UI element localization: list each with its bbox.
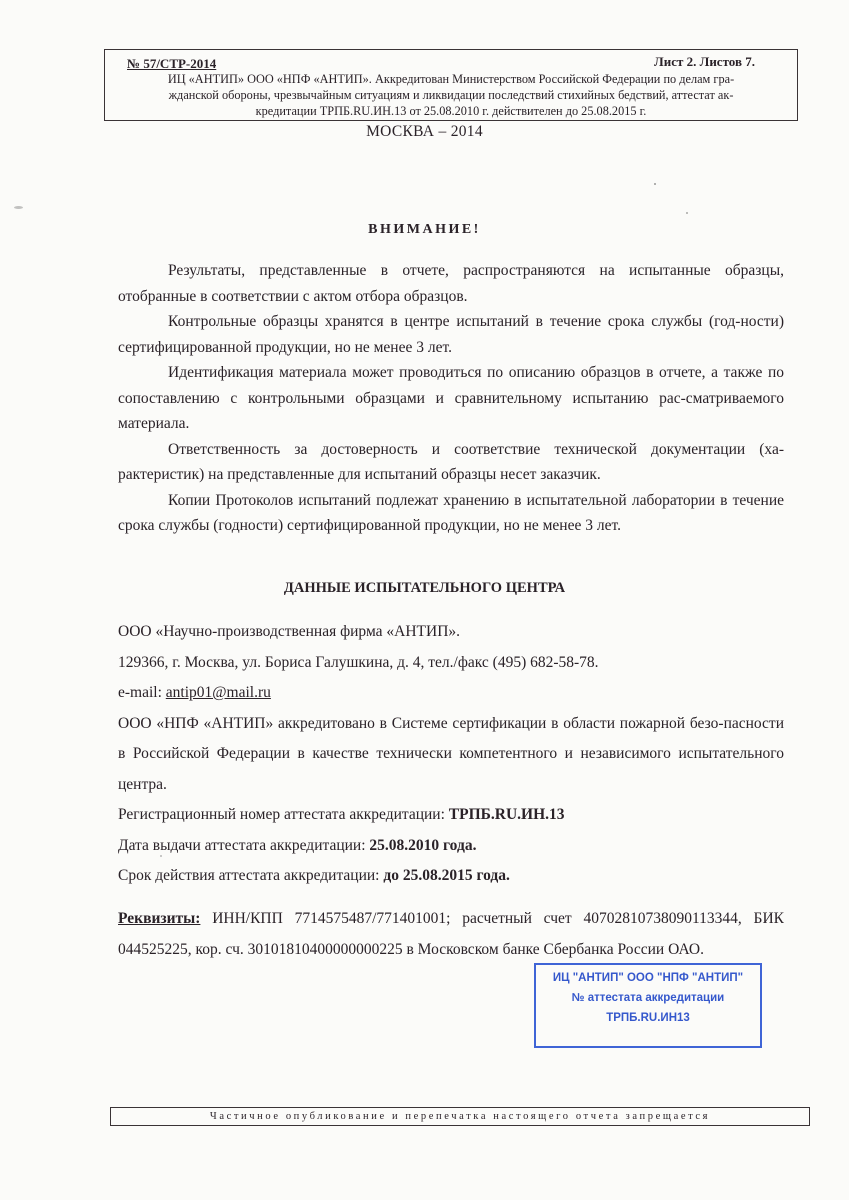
scan-speck xyxy=(160,855,162,857)
stamp-line: № аттестата аккредитации xyxy=(571,992,725,1004)
center-info xyxy=(118,617,784,892)
attention-paragraph: Результаты, представленные в отчете, распространяются на испытанные образцы, отобранные в соответствии с актом отбора образцов. xyxy=(118,262,784,305)
footer-notice: Частичное опубликование и перепечатка настоящего отчета запрещается xyxy=(110,1107,810,1126)
attention-paragraph: Копии Протоколов испытаний подлежат хранению в испытательной лаборатории в течение срока службы (годности) сертифицированной продукции, но не менее 3 лет. xyxy=(118,491,784,534)
scan-speck xyxy=(654,183,656,185)
report-number: № 57/СТР-2014 xyxy=(127,56,217,71)
city-year: МОСКВА – 2014 xyxy=(366,123,483,140)
stamp-line: ТРПБ.RU.ИН13 xyxy=(606,1012,690,1024)
requisites xyxy=(118,904,784,965)
requisites-text: ИНН/КПП 7714575487/771401001; расчетный счет 40702810738090113344, БИК 044525225, кор. сч. 30101810400000000225 в Московском банке Сбербанка России ОАО. xyxy=(118,910,784,958)
requisites-label: Реквизиты: xyxy=(118,910,201,927)
attention-paragraph: Идентификация материала может проводиться по описанию образцов в отчете, а также по сопоставлению с контрольными образцами и сравнительному испытанию рас-сматриваемого материала. xyxy=(118,364,784,432)
stamp-line: ИЦ "АНТИП" ООО "НПФ "АНТИП" xyxy=(552,972,744,984)
center-data-title: ДАННЫЕ ИСПЫТАТЕЛЬНОГО ЦЕНТРА xyxy=(283,580,566,596)
org-email-row xyxy=(118,678,784,709)
issue-date-label: Дата выдачи аттестата аккредитации: xyxy=(118,836,370,854)
org-name: ООО «Научно-производственная фирма «АНТИП». xyxy=(118,623,461,640)
scan-speck xyxy=(14,206,23,209)
header-accreditation-text xyxy=(111,71,791,119)
registration-row xyxy=(118,800,784,831)
email-label: e-mail: xyxy=(118,684,166,701)
sheet-number: Лист 2. Листов 7. xyxy=(654,54,755,69)
header-box xyxy=(104,49,798,121)
accreditation-stamp xyxy=(534,963,762,1048)
accreditation-text: ООО «НПФ «АНТИП» аккредитовано в Системе сертификации в области пожарной безо-пасности в Российской Федерации в качестве технически компетентного и независимого испытательного центра. xyxy=(118,714,784,793)
registration-label: Регистрационный номер аттестата аккредитации: xyxy=(118,806,449,823)
validity-row xyxy=(118,861,784,892)
header-line: кредитации ТРПБ.RU.ИН.13 от 25.08.2010 г. действителен до 25.08.2015 г. xyxy=(255,104,647,118)
issue-date-value: 25.08.2010 года. xyxy=(369,836,477,854)
attention-title: ВНИМАНИЕ! xyxy=(368,222,481,237)
email-link[interactable]: antip01@mail.ru xyxy=(165,684,271,701)
attention-body xyxy=(118,258,784,539)
header-line: ИЦ «АНТИП» ООО «НПФ «АНТИП». Аккредитован Министерством Российской Федерации по делам гра- xyxy=(167,72,735,86)
registration-value: ТРПБ.RU.ИН.13 xyxy=(448,806,565,823)
attention-paragraph: Контрольные образцы хранятся в центре испытаний в течение срока службы (год-ности) сертифицированной продукции, но не менее 3 лет. xyxy=(118,313,784,356)
header-line: жданской обороны, чрезвычайным ситуациям и ликвидации последствий стихийных бедствий, аттестат ак- xyxy=(168,88,734,102)
validity-value: до 25.08.2015 года. xyxy=(383,867,510,884)
org-address: 129366, г. Москва, ул. Бориса Галушкина, д. 4, тел./факс (495) 682-58-78. xyxy=(118,653,599,671)
issue-date-row xyxy=(118,831,784,862)
scan-speck xyxy=(686,212,688,214)
validity-label: Срок действия аттестата аккредитации: xyxy=(118,867,384,884)
attention-paragraph: Ответственность за достоверность и соответствие технической документации (ха-рактеристик) на представленные для испытаний образцы несет заказчик. xyxy=(118,440,784,483)
